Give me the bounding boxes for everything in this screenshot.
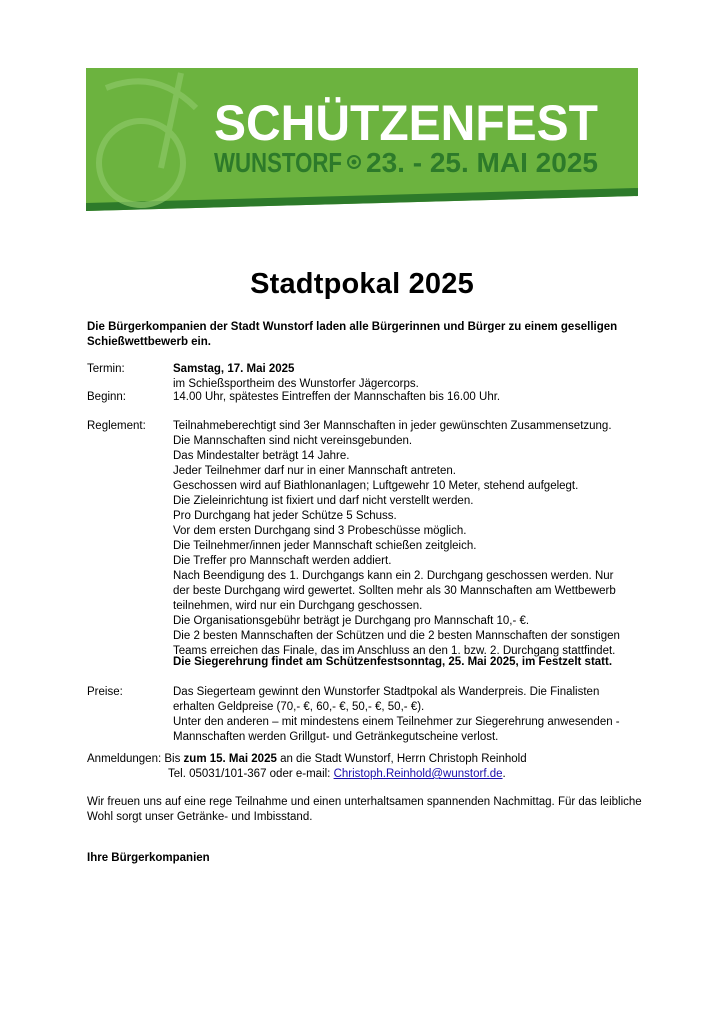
termin-value (173, 362, 653, 392)
signature: Ihre Bürgerkompanien (87, 852, 210, 864)
reglement-line: Vor dem ersten Durchgang sind 3 Probeschüsse möglich. (173, 525, 467, 537)
anmeldung-end: . (502, 768, 506, 780)
ceremony-text: Die Siegerehrung findet am Schützenfestsonntag, 25. Mai 2025, im Festzelt statt. (173, 656, 613, 668)
preise-line: Das Siegerteam gewinnt den Wunstorfer Stadtpokal als Wanderpreis. Die Finalisten (173, 686, 600, 698)
preise-label: Preise: (87, 686, 123, 698)
banner-town: WUNSTORF (214, 147, 342, 178)
reglement-label: Reglement: (87, 420, 146, 432)
reglement-line: Teilnahmeberechtigt sind 3er Mannschaften in jeder gewünschten Zusammensetzung. (173, 420, 612, 432)
ceremony-notice (173, 655, 653, 670)
intro-text: Die Bürgerkompanien der Stadt Wunstorf laden alle Bürgerinnen und Bürger zu einem geselligen Schießwettbewerb ein. (87, 321, 618, 348)
closing-text: Wir freuen uns auf eine rege Teilnahme und einen unterhaltsamen spannenden Nachmittag. Für das leibliche Wohl sorgt unser Getränke- und Imbisstand. (87, 796, 642, 823)
reglement-line: Die Organisationsgebühr beträgt je Durchgang pro Mannschaft 10,- €. (173, 615, 530, 627)
reglement-line: der beste Durchgang wird gewertet. Sollten mehr als 30 Mannschaften am Wettbewerb (173, 585, 616, 597)
reglement-line: Geschossen wird auf Biathlonanlagen; Luftgewehr 10 Meter, stehend aufgelegt. (173, 480, 579, 492)
reglement-line: Die Mannschaften sind nicht vereinsgebunden. (173, 435, 413, 447)
termin-date: Samstag, 17. Mai 2025 (173, 363, 295, 375)
reglement-line: Jeder Teilnehmer darf nur in einer Mannschaft antreten. (173, 465, 456, 477)
anmeldung-label: Anmeldungen: (87, 753, 162, 765)
termin-place: im Schießsportheim des Wunstorfer Jägercorps. (173, 378, 419, 390)
anmeldung-post: an die Stadt Wunstorf, Herrn Christoph Reinhold (276, 753, 527, 765)
reglement-line: Die 2 besten Mannschaften der Schützen und die 2 besten Mannschaften der sonstigen (173, 630, 620, 642)
reglement-line: Nach Beendigung des 1. Durchgangs kann ein 2. Durchgang geschossen werden. Nur (173, 570, 614, 582)
email-link[interactable]: Christoph.Reinhold@wunstorf.de (333, 768, 503, 780)
anmeldung-contact (87, 767, 647, 782)
reglement-line: Die Zieleinrichtung ist fixiert und darf nicht verstellt werden. (173, 495, 474, 507)
anmeldung-tel: Tel. 05031/101-367 oder e-mail: (168, 768, 334, 780)
reglement-list (173, 419, 653, 659)
reglement-line: Teams erreichen das Finale, das im Anschluss an den 1. bzw. 2. Durchgang stattfindet. (173, 645, 616, 657)
banner-graphic (86, 68, 638, 211)
reglement-line: Das Mindestalter beträgt 14 Jahre. (173, 450, 350, 462)
anmeldung-block (87, 752, 647, 782)
reglement-line: Pro Durchgang hat jeder Schütze 5 Schuss. (173, 510, 397, 522)
anmeldung-deadline: zum 15. Mai 2025 (183, 753, 277, 765)
reglement-line: teilnehmen, wird nur ein Durchgang geschossen. (173, 600, 423, 612)
header-banner (86, 68, 638, 211)
beginn-label: Beginn: (87, 391, 127, 403)
banner-dates: 23. - 25. MAI 2025 (366, 147, 598, 178)
preise-line: Unter den anderen – mit mindestens einem Teilnehmer zur Siegerehrung anwesenden - (173, 716, 620, 728)
preise-list (173, 685, 653, 745)
preise-line: Mannschaften werden Grillgut- und Getränkegutscheine verlost. (173, 731, 499, 743)
preise-line: erhalten Geldpreise (70,- €, 60,- €, 50,- €, 50,- €). (173, 701, 425, 713)
anmeldung-pre: Bis (164, 753, 184, 765)
reglement-line: Die Treffer pro Mannschaft werden addiert. (173, 555, 392, 567)
termin-label: Termin: (87, 363, 125, 375)
beginn-value: 14.00 Uhr, spätestes Eintreffen der Mannschaften bis 16.00 Uhr. (173, 391, 501, 403)
page-title: Stadtpokal 2025 (250, 268, 474, 300)
banner-headline: SCHÜTZENFEST (214, 95, 598, 151)
reglement-line: Die Teilnehmer/innen jeder Mannschaft schießen zeitgleich. (173, 540, 477, 552)
